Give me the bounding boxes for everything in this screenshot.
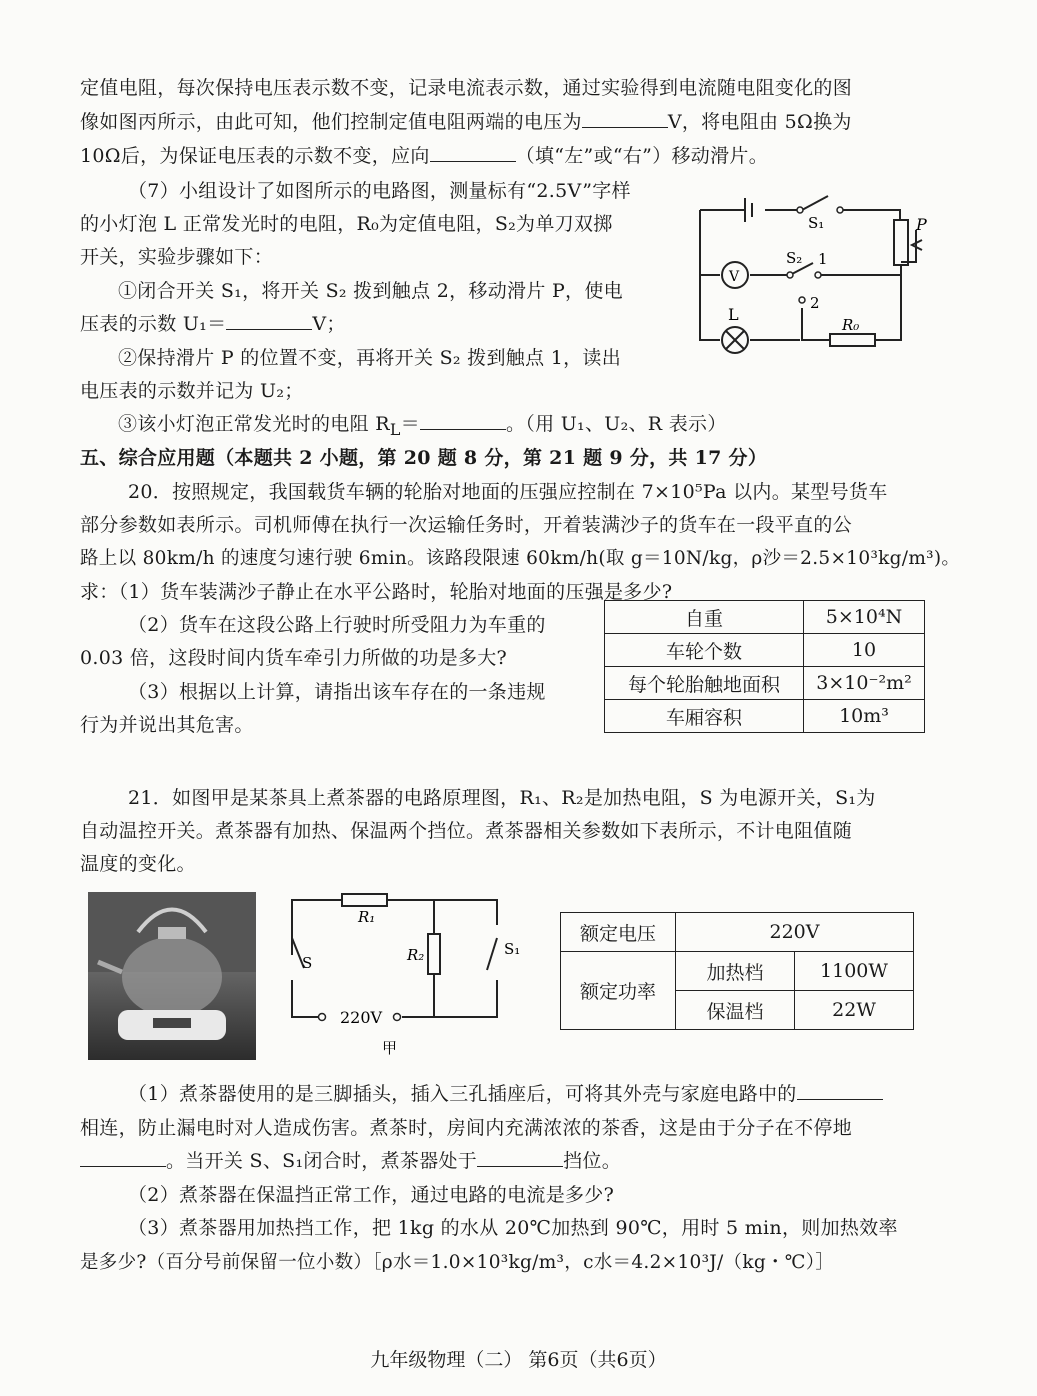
table-cell: 保温档 (676, 991, 795, 1030)
label-contact-1: 1 (818, 250, 828, 268)
label-p: P (916, 215, 927, 234)
label-s1-tea: S₁ (504, 940, 521, 958)
label-r1: R₁ (358, 908, 376, 926)
table-row (605, 634, 925, 667)
text-line: ①闭合开关 S₁，将开关 S₂ 拨到触点 2，移动滑片 P，使电 (118, 280, 623, 302)
text-segment: 压表的示数 U₁＝ (80, 313, 227, 335)
answer-blank (420, 411, 506, 430)
table-cell: 5×10⁴N (804, 601, 925, 634)
text-line: （2）煮茶器在保温挡正常工作，通过电路的电流是多少? (128, 1184, 615, 1206)
text-line: ②保持滑片 P 的位置不变，再将开关 S₂ 拨到触点 1，读出 (118, 347, 622, 369)
answer-blank (797, 1081, 883, 1100)
text-segment: 。当开关 S、S₁闭合时，煮茶器处于 (166, 1150, 478, 1172)
text-line: （3）煮茶器用加热挡工作，把 1kg 的水从 20℃加热到 90℃，用时 5 min，则加热效率 (128, 1217, 898, 1239)
figure-caption: 甲 (382, 1039, 398, 1057)
table-row (561, 913, 914, 952)
circuit-diagram-lamp (690, 190, 950, 360)
text-line (80, 140, 768, 173)
table-row (605, 601, 925, 634)
text-segment: （填“左”或“右”）移动滑片。 (515, 145, 768, 167)
circuit-diagram-tea-maker (282, 890, 532, 1060)
text-segment: 挡位。 (563, 1150, 621, 1172)
table-cell: 每个轮胎触地面积 (605, 667, 804, 700)
text-segment: ＝ (400, 413, 420, 435)
text-segment: 。（用 U₁、U₂、R 表示） (505, 413, 727, 435)
table-row (605, 700, 925, 733)
label-r0: R₀ (842, 316, 860, 334)
text-segment: V； (312, 313, 346, 335)
section-heading: 五、综合应用题（本题共 2 小题，第 20 题 8 分，第 21 题 9 分，共 17 分） (80, 447, 768, 469)
table-cell: 10 (804, 634, 925, 667)
text-line (80, 308, 346, 341)
table-row (561, 952, 914, 991)
label-contact-2: 2 (810, 294, 820, 312)
answer-blank (477, 1148, 563, 1167)
tea-maker-photo (88, 892, 256, 1060)
table-cell: 车厢容积 (605, 700, 804, 733)
text-line (80, 106, 852, 139)
text-line: 开关，实验步骤如下： (80, 246, 274, 268)
label-r2: R₂ (407, 946, 425, 964)
text-line: 相连，防止漏电时对人造成伤害。煮茶时，房间内充满浓浓的茶香，这是由于分子在不停地 (80, 1117, 853, 1139)
table-row (605, 667, 925, 700)
text-line: 0.03 倍，这段时间内货车牵引力所做的功是多大? (80, 647, 508, 669)
table-cell: 额定功率 (561, 952, 676, 1030)
text-line (118, 408, 727, 446)
answer-blank (226, 311, 312, 330)
text-line: 定值电阻，每次保持电压表示数不变，记录电流表示数，通过实验得到电流随电阻变化的图 (80, 77, 853, 99)
page-footer: 九年级物理（二） 第6页（共6页） (370, 1349, 667, 1371)
answer-blank (80, 1148, 166, 1167)
text-line: 是多少?（百分号前保留一位小数）［ρ水＝1.0×10³kg/m³，c水＝4.2×10³J/（kg・℃）］ (80, 1252, 835, 1273)
text-line: （2）货车在这段公路上行驶时所受阻力为车重的 (128, 614, 546, 636)
label-s1: S₁ (808, 214, 825, 232)
text-segment: V，将电阻由 5Ω换为 (667, 111, 852, 133)
text-line: （3）根据以上计算，请指出该车存在的一条违规 (128, 681, 546, 703)
tea-maker-spec-table (560, 912, 914, 1030)
text-line: 路上以 80km/h 的速度匀速行驶 6min。该路段限速 60km/h(取 g＝10N/kg，ρ沙＝2.5×10³kg/m³)。 (80, 548, 961, 569)
text-line: 部分参数如表所示。司机师傅在执行一次运输任务时，开着装满沙子的货车在一段平直的公 (80, 514, 853, 536)
answer-blank (430, 143, 516, 162)
table-cell: 220V (676, 913, 914, 952)
truck-spec-table (604, 600, 925, 733)
text-segment: （1）煮茶器使用的是三脚插头，插入三孔插座后，可将其外壳与家庭电路中的 (128, 1083, 797, 1105)
text-line: （7）小组设计了如图所示的电路图，测量标有“2.5V”字样 (128, 180, 631, 202)
label-v: V (729, 269, 740, 285)
label-220v: 220V (340, 1008, 383, 1027)
table-cell: 额定电压 (561, 913, 676, 952)
text-line: 21．如图甲是某茶具上煮茶器的电路原理图，R₁、R₂是加热电阻，S 为电源开关，S₁为 (128, 787, 876, 809)
text-line: 20．按照规定，我国载货车辆的轮胎对地面的压强应控制在 7×10⁵Pa 以内。某型号货车 (128, 481, 888, 503)
text-line: 电压表的示数并记为 U₂； (80, 380, 304, 402)
text-segment: 10Ω后，为保证电压表的示数不变，应向 (80, 145, 430, 167)
text-line (128, 1078, 883, 1111)
table-cell: 自重 (605, 601, 804, 634)
text-segment: 像如图丙所示，由此可知，他们控制定值电阻两端的电压为 (80, 111, 582, 133)
text-line (80, 1145, 621, 1178)
table-cell: 加热档 (676, 952, 795, 991)
text-line: 行为并说出其危害。 (80, 714, 254, 736)
text-line: 的小灯泡 L 正常发光时的电阻，R₀为定值电阻，S₂为单刀双掷 (80, 213, 613, 235)
tea-maker-image (88, 892, 256, 1060)
table-cell: 1100W (795, 952, 914, 991)
text-line: 求：（1）货车装满沙子静止在水平公路时，轮胎对地面的压强是多少? (80, 581, 673, 603)
table-cell: 车轮个数 (605, 634, 804, 667)
text-line: 自动温控开关。煮茶器有加热、保温两个挡位。煮茶器相关参数如下表所示，不计电阻值随 (80, 820, 853, 842)
table-cell: 10m³ (804, 700, 925, 733)
text-segment: ③该小灯泡正常发光时的电阻 R (118, 413, 390, 435)
answer-blank (582, 109, 668, 128)
subscript: L (389, 419, 401, 439)
table-cell: 22W (795, 991, 914, 1030)
label-l: L (728, 305, 739, 324)
label-s2: S₂ (786, 249, 803, 267)
table-cell: 3×10⁻²m² (804, 667, 925, 700)
label-s: S (302, 954, 313, 972)
text-line: 温度的变化。 (80, 853, 196, 875)
